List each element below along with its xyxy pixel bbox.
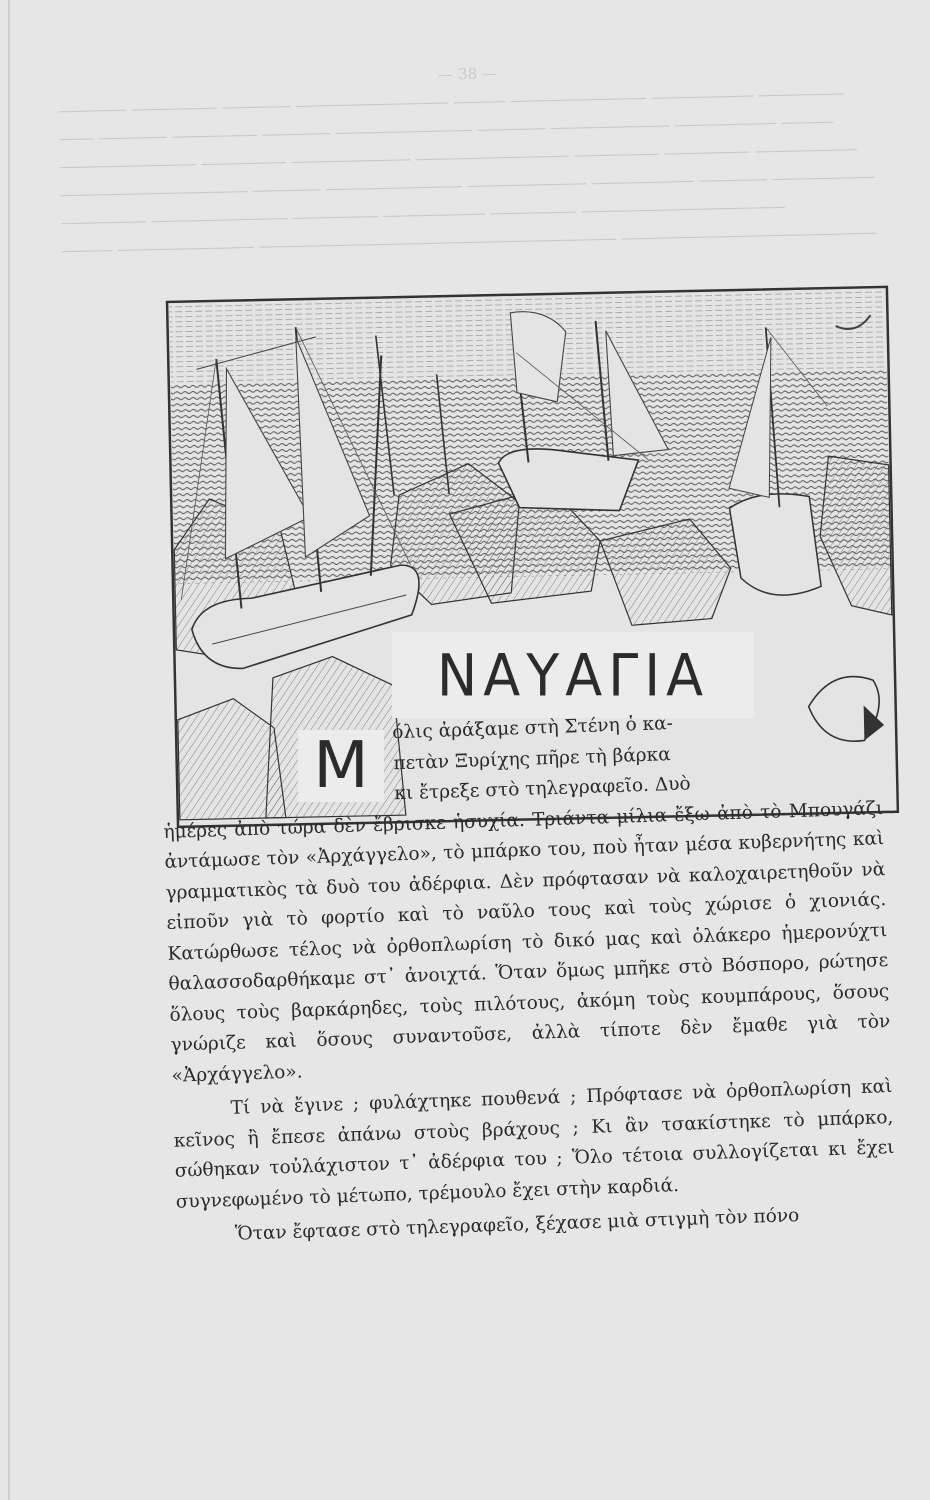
paragraph-3: Ὅταν ἔφτασε στὸ τηλεγραφεῖο, ξέχασε μιὰ στιγμὴ τὸν πόνο [234, 1205, 800, 1245]
title-plate [392, 632, 754, 718]
drop-cap: Μ [298, 730, 384, 802]
bleed-through-text: — 38 — ―――― ――――― ―――― ――――――――― ――― ―――――――― ―――――― ――――― ―― ―――― ――――― ―――― ―――――――― ―――― ――――――― ―――――― ――― ―――――――― ――――― ――――――― ――――――――― ――――― ――――― ―――――― ――――――――――― ―――― ―――――――― ――――――― ―――――― ―――― ―――――― ――――― ―――――――― ――――― ―――――― ――――― ―――――――――――― ――― ―――――――― ――――――――――――――――――――― ――――――――――――――― [58, 64, 877, 262]
opening-line-1: όλις ἀράξαμε στὴ Στένη ὁ κα- [392, 713, 674, 744]
paragraph-2: Τί νὰ ἔγινε ; φυλάχτηκε πουθενά ; Πρόφτασε νὰ ὀρθοπλωρίση καὶ κεῖνος ἢ ἔπεσε ἀπάνω στοὺς βράχους ; Κι ἂν τσακίστηκε τὸ μπάρκο, σώθηκαν τοὐλάχιστον τ᾽ ἀδέρφια του ; Ὅλο τέτοια συλλογίζεται κι ἔχει συγνεφωμένο τὸ μέτωπο, τρέμουλο ἔχει στὴν καρδιά. [173, 1075, 895, 1213]
body-text [160, 702, 897, 1252]
paragraph-1: ἡμέρες ἀπὸ τώρα δὲν ἔβρισκε ἡσυχία. Τριάντα μίλια ἔξω ἀπὸ τὸ Μπουγάζι ἀντάμωσε τὸν «Ἀρχάγγελο», τὸ μπάρκο του, ποὺ ἦταν μέσα κυβερνήτης καὶ γραμματικὸς τὰ δυὸ του ἀδέρφια. Δὲν πρόφτασαν νὰ καλοχαιρετηθοῦν νὰ εἰποῦν γιὰ τὸ φορτίο καὶ τὸ ναῦλο τους καὶ τοὺς χώρισε ὁ χιονιάς. Κατώρθωσε τέλος νὰ ὀρθοπλωρίση τὸ δικό μας καὶ ὁλάκερο ἡμερονύχτι θαλασσοδαρθήκαμε στ᾽ ἀνοιχτά. Ὅταν ὅμως μπῆκε στὸ Βόσπορο, ρώτησε ὅλους τοὺς βαρκάρηδες, τοὺς πιλότους, ἀκόμη τοὺς κουμπάρους, ὅσους γνώριζε καὶ ὅσους συναντοῦσε, ἀλλὰ τίποτε δὲν ἔμαθε γιὰ τὸν «Ἀρχάγγελο». [163, 797, 891, 1087]
opening-line-3: κι ἔτρεξε στὸ τηλεγραφεῖο. Δυὸ [394, 773, 691, 805]
chapter-title: ΝΑΥΑΓΙΑ [436, 640, 710, 710]
opening-line-2: πετὰν Ξυρίχης πῆρε τὴ βάρκα [393, 743, 671, 774]
page-edge [8, 0, 10, 1500]
